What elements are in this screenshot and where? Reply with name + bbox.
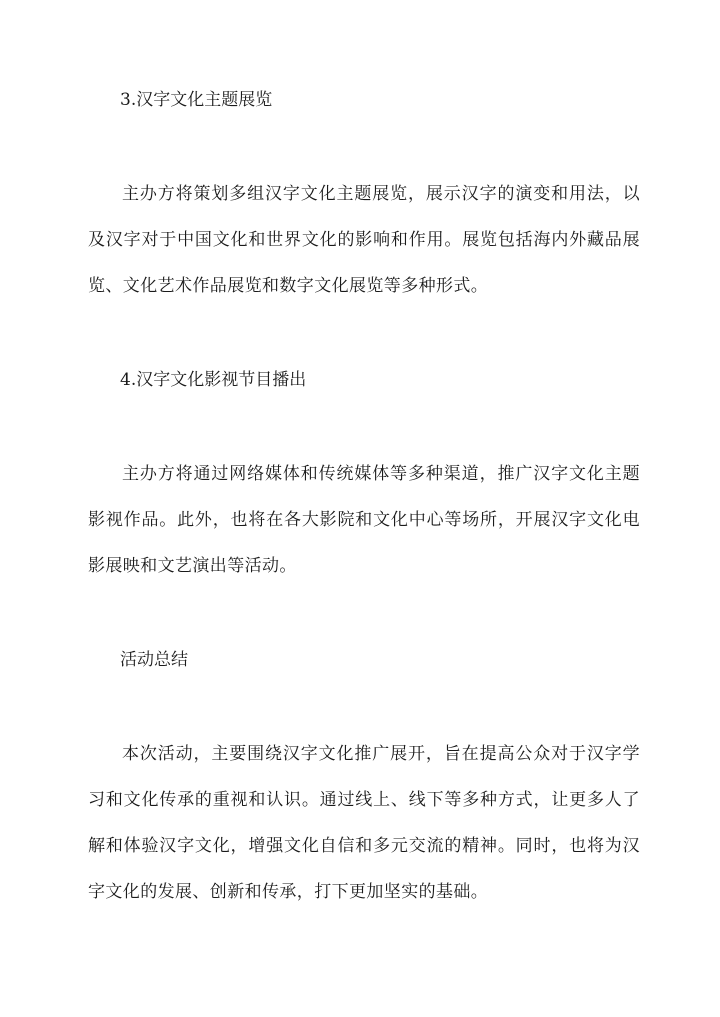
section-heading-film-tv: 4.汉字文化影视节目播出 (120, 370, 307, 390)
section-paragraph-film-tv: 主办方将通过网络媒体和传统媒体等多种渠道，推广汉字文化主题影视作品。此外，也将在各大影院和文化中心等场所，开展汉字文化电影展映和文艺演出等活动。 (88, 464, 640, 576)
section-heading-exhibition: 3.汉字文化主题展览 (120, 90, 273, 110)
section-heading-summary: 活动总结 (120, 650, 188, 670)
section-paragraph-exhibition: 主办方将策划多组汉字文化主题展览，展示汉字的演变和用法，以及汉字对于中国文化和世界文化的影响和作用。展览包括海内外藏品展览、文化艺术作品展览和数字文化展览等多种形式。 (88, 184, 640, 296)
section-paragraph-summary: 本次活动，主要围绕汉字文化推广展开，旨在提高公众对于汉字学习和文化传承的重视和认识。通过线上、线下等多种方式，让更多人了解和体验汉字文化，增强文化自信和多元交流的精神。同时，也将为汉字文化的发展、创新和传承，打下更加坚实的基础。 (88, 744, 640, 902)
